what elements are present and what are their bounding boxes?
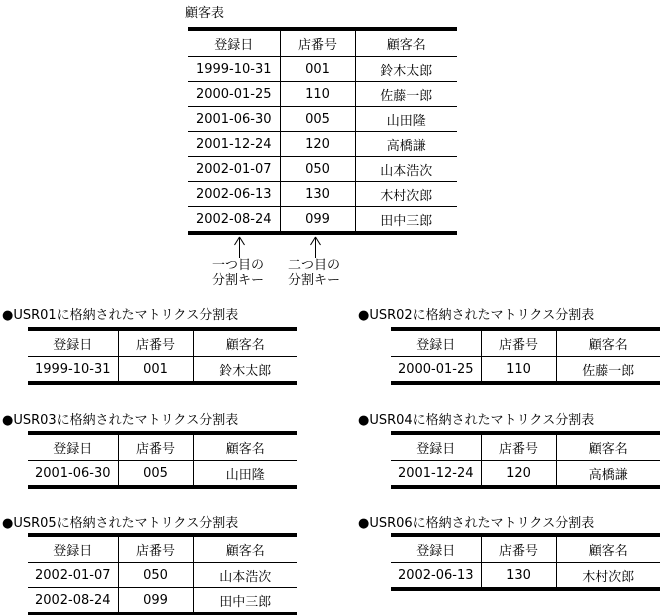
column-header: 登録日 [188,29,280,57]
column-header: 顧客名 [193,329,297,357]
table-row [188,182,457,207]
column-header: 店番号 [118,433,193,461]
table-cell: 130 [280,182,355,207]
second-partition-key-label [288,258,360,288]
partition-table-usr02 [391,327,660,385]
header-row [391,433,660,461]
column-header: 店番号 [280,29,355,57]
table-cell: 田中三郎 [380,213,433,229]
header-row [391,535,660,563]
table-row [28,588,297,615]
table-cell: 田中三郎 [219,594,272,610]
customer-table [188,27,457,235]
table-cell: 2001-06-30 [28,461,118,488]
partition-table-usr06 [391,533,660,591]
column-header: 店番号 [118,535,193,563]
table-cell: 木村次郎 [582,569,635,585]
partition-table-usr02-title: ●USR02に格納されたマトリクス分割表 [358,308,595,323]
table-row [28,357,297,384]
table-row [28,461,297,488]
table-cell: 2002-08-24 [28,588,118,615]
partition-table-usr01 [28,327,297,385]
column-header: 店番号 [481,535,556,563]
table-cell: 鈴木太郎 [355,57,457,82]
partition-table-usr01-title: ●USR01に格納されたマトリクス分割表 [2,308,239,323]
table-cell: 1999-10-31 [28,357,118,384]
table-cell: 木村次郎 [355,182,457,207]
table-cell: 2002-01-07 [28,563,118,588]
header-row [391,329,660,357]
column-header: 顧客名 [556,329,660,357]
column-header: 登録日 [28,535,118,563]
table-cell: 005 [280,107,355,132]
table-cell: 001 [118,357,193,384]
second-key-arrow [311,237,321,258]
partition-table-usr04-title: ●USR04に格納されたマトリクス分割表 [358,413,595,428]
column-header: 登録日 [28,433,118,461]
column-header: 店番号 [118,329,193,357]
table-cell: 佐藤一郎 [355,82,457,107]
column-header: 登録日 [28,329,118,357]
table-cell: 110 [280,82,355,107]
table-cell: 2000-01-25 [188,82,280,107]
header-row [28,535,297,563]
table-cell: 2001-12-24 [391,461,481,488]
table-row [188,107,457,132]
table-row [391,461,660,488]
partition-table-usr06-title: ●USR06に格納されたマトリクス分割表 [358,516,595,531]
table-cell: 佐藤一郎 [582,363,635,379]
table-cell: 005 [118,461,193,488]
column-header: 顧客名 [355,29,457,57]
first-partition-key-label [212,258,284,288]
column-header: 顧客名 [193,535,297,563]
header-row [188,29,457,57]
partition-table-usr05-title: ●USR05に格納されたマトリクス分割表 [2,516,239,531]
table-cell: 山本浩次 [193,563,297,588]
customer-table-title: 顧客表 [185,6,225,21]
table-cell: 001 [280,57,355,82]
table-cell: 山田隆 [355,107,457,132]
table-cell: 050 [280,157,355,182]
partition-table-usr05 [28,533,297,615]
table-cell: 2002-06-13 [188,182,280,207]
table-cell: 099 [280,207,355,234]
table-cell: 山田隆 [225,467,265,483]
table-cell: 120 [481,461,556,488]
table-cell: 高橋謙 [588,467,628,483]
table-row [188,82,457,107]
table-cell: 110 [481,357,556,384]
table-cell: 高橋謙 [355,132,457,157]
partition-table-usr03-title: ●USR03に格納されたマトリクス分割表 [2,413,239,428]
column-header: 顧客名 [556,433,660,461]
column-header: 店番号 [481,329,556,357]
table-row [391,357,660,384]
table-cell: 2002-06-13 [391,563,481,590]
table-row [28,563,297,588]
second-partition-key-label-line2: 分割キー [288,273,341,288]
table-cell: 120 [280,132,355,157]
header-row [28,329,297,357]
column-header: 登録日 [391,433,481,461]
table-cell: 2002-01-07 [188,157,280,182]
table-cell: 2002-08-24 [188,207,280,234]
first-partition-key-label-line2: 分割キー [212,273,265,288]
partition-table-usr03 [28,431,297,489]
table-cell: 2001-12-24 [188,132,280,157]
table-row [391,563,660,590]
table-row [188,157,457,182]
column-header: 顧客名 [193,433,297,461]
column-header: 登録日 [391,329,481,357]
column-header: 登録日 [391,535,481,563]
table-row [188,132,457,157]
table-cell: 2001-06-30 [188,107,280,132]
table-cell: 099 [118,588,193,615]
first-key-arrow [235,237,245,258]
second-partition-key-label-line1: 二つ目の [288,258,341,273]
partition-table-usr04 [391,431,660,489]
table-cell: 130 [481,563,556,590]
table-cell: 2000-01-25 [391,357,481,384]
partition-key-arrows [188,235,458,259]
table-row [188,57,457,82]
table-row [188,207,457,234]
first-partition-key-label-line1: 一つ目の [212,258,265,273]
header-row [28,433,297,461]
table-cell: 050 [118,563,193,588]
column-header: 店番号 [481,433,556,461]
table-cell: 鈴木太郎 [219,363,272,379]
table-cell: 1999-10-31 [188,57,280,82]
column-header: 顧客名 [556,535,660,563]
table-cell: 山本浩次 [355,157,457,182]
